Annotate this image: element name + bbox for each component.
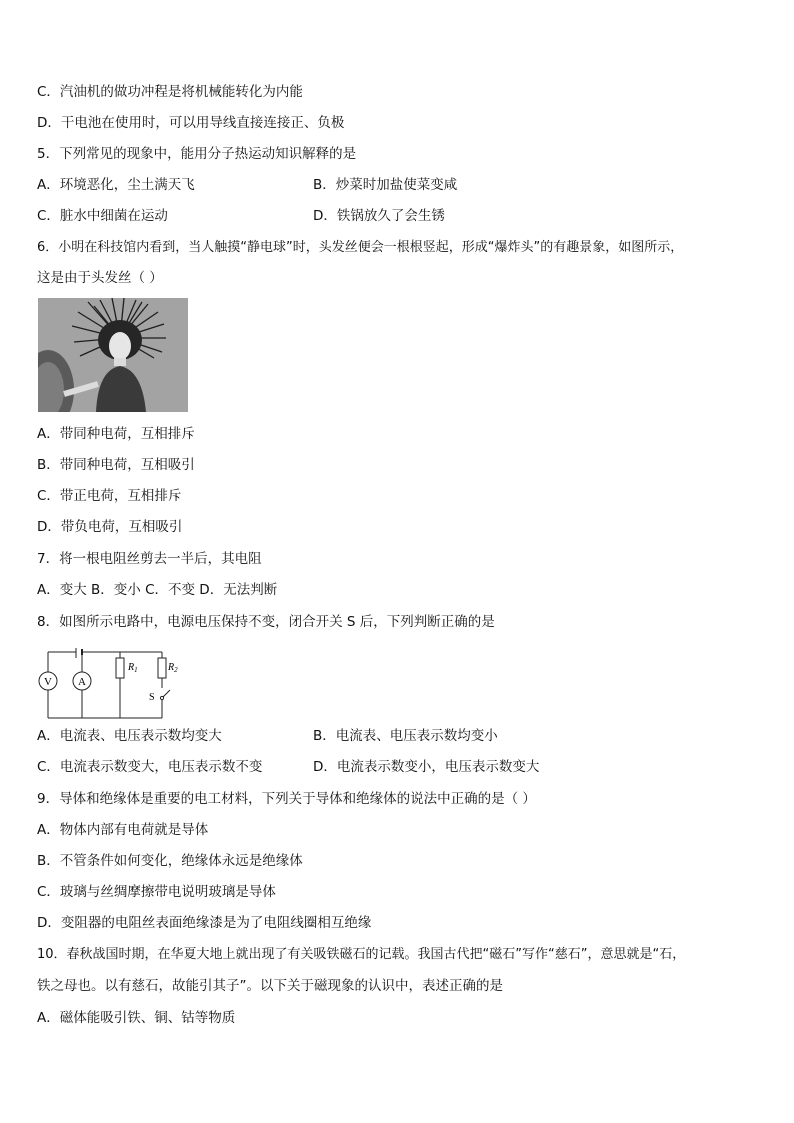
question-10-line-1: 10．春秋战国时期，在华夏大地上就出现了有关吸铁磁石的记载。我国古代把“磁石”写作“慈石”，意思就是“石， bbox=[37, 947, 686, 962]
q5-option-a: A．环境恶化，尘土满天飞 bbox=[37, 177, 195, 193]
voltmeter-label: V bbox=[44, 676, 52, 688]
q8-option-a: A．电流表、电压表示数均变大 bbox=[37, 728, 222, 744]
ammeter-label: A bbox=[78, 676, 86, 688]
q9-option-d: D．变阻器的电阻丝表面绝缘漆是为了电阻线圈相互绝缘 bbox=[37, 915, 372, 931]
static-hair-image bbox=[38, 298, 188, 412]
switch-label: S bbox=[149, 692, 155, 703]
q7-options: A．变大 B．变小 C．不变 D．无法判断 bbox=[37, 582, 278, 598]
q6-option-d: D．带负电荷，互相吸引 bbox=[37, 519, 183, 535]
question-9: 9．导体和绝缘体是重要的电工材料，下列关于导体和绝缘体的说法中正确的是（ ） bbox=[37, 791, 536, 807]
option-c-engine: C．汽油机的做功冲程是将机械能转化为内能 bbox=[37, 84, 303, 100]
q5-option-d: D．铁锅放久了会生锈 bbox=[313, 208, 445, 224]
option-d-battery: D．干电池在使用时，可以用导线直接连接正、负极 bbox=[37, 115, 345, 131]
question-5: 5．下列常见的现象中，能用分子热运动知识解释的是 bbox=[37, 146, 357, 162]
question-6-line-2: 这是由于头发丝（ ） bbox=[37, 270, 163, 286]
question-10-line-2: 铁之母也。以有慈石，故能引其子”。以下关于磁现象的认识中，表述正确的是 bbox=[37, 978, 503, 994]
r1-label: $R_1$ bbox=[128, 662, 138, 674]
q5-option-b: B．炒菜时加盐使菜变咸 bbox=[313, 177, 458, 193]
q8-option-c: C．电流表示数变大，电压表示数不变 bbox=[37, 759, 263, 775]
question-8: 8．如图所示电路中，电源电压保持不变，闭合开关 S 后，下列判断正确的是 bbox=[37, 614, 495, 630]
circuit-diagram bbox=[36, 648, 186, 720]
q5-option-c: C．脏水中细菌在运动 bbox=[37, 208, 168, 224]
q9-option-c: C．玻璃与丝绸摩擦带电说明玻璃是导体 bbox=[37, 884, 276, 900]
q9-option-a: A．物体内部有电荷就是导体 bbox=[37, 822, 209, 838]
static-ball-photo bbox=[38, 298, 188, 412]
q6-option-b: B．带同种电荷，互相吸引 bbox=[37, 457, 195, 473]
q8-option-b: B．电流表、电压表示数均变小 bbox=[313, 728, 498, 744]
q9-option-b: B．不管条件如何变化，绝缘体永远是绝缘体 bbox=[37, 853, 303, 869]
q8-option-d: D．电流表示数变小，电压表示数变大 bbox=[313, 759, 540, 775]
q6-option-a: A．带同种电荷，互相排斥 bbox=[37, 426, 195, 442]
q6-option-c: C．带正电荷，互相排斥 bbox=[37, 488, 182, 504]
r2-label: $R_2$ bbox=[168, 662, 178, 674]
question-6-line-1: 6．小明在科技馆内看到，当人触摸“静电球”时，头发丝便会一根根竖起，形成“爆炸头”的有趣景象，如图所示， bbox=[37, 240, 684, 255]
question-7: 7．将一根电阻丝剪去一半后，其电阻 bbox=[37, 551, 262, 567]
q10-option-a: A．磁体能吸引铁、铜、钴等物质 bbox=[37, 1010, 236, 1026]
